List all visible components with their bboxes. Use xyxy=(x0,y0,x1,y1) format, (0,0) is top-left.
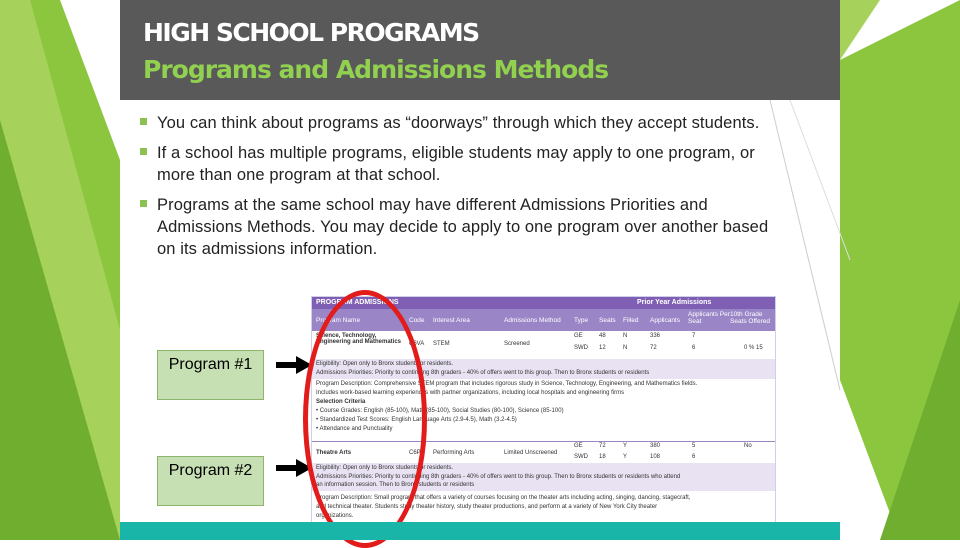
doc-cell: 12 xyxy=(599,345,606,351)
bullet-text: If a school has multiple programs, eligible students may apply to one program, or more than one program at that school. xyxy=(157,144,755,184)
doc-cell: SWD xyxy=(574,454,588,460)
doc-cell: No xyxy=(744,443,752,449)
doc-text: Program Description: Small program that offers a variety of courses focusing on the theater arts including acting, singing, dancing, stagecraft, xyxy=(316,495,691,501)
bullet-text: You can think about programs as “doorways” through which they accept students. xyxy=(157,114,760,132)
program2-callout-label: Program #2 xyxy=(168,462,253,479)
doc-program2-method: Limited Unscreened xyxy=(504,450,558,456)
col-tenth-grade: 10th Grade Seats Offered xyxy=(730,311,770,325)
doc-text: Eligibility: Open only to Bronx students or residents. xyxy=(316,465,454,471)
col-seats: Seats xyxy=(599,317,616,324)
doc-program1-interest: STEM xyxy=(433,341,450,347)
bottom-bar xyxy=(120,522,840,540)
col-applicants: Applicants xyxy=(650,317,680,324)
doc-section-title: PROGRAM ADMISSIONS xyxy=(316,299,399,306)
col-type: Type xyxy=(574,317,589,324)
col-interest-area: Interest Area xyxy=(433,317,470,324)
doc-cell: 336 xyxy=(650,333,661,339)
doc-program1-code: C6VA xyxy=(409,341,425,347)
col-program-name: Program Name xyxy=(316,317,361,324)
bullet-square-icon xyxy=(140,118,147,125)
bullet-item xyxy=(140,194,780,260)
doc-cell: 0 % 15 xyxy=(744,345,763,351)
doc-cell: 108 xyxy=(650,454,661,460)
doc-text: an information session. Then to Bronx students or residents xyxy=(316,482,475,488)
doc-program2-interest: Performing Arts xyxy=(433,450,475,456)
doc-text: Program Description: Comprehensive STEM program that includes rigorous study in Science, Technology, Engineering, and Mathematics fields. xyxy=(316,381,698,387)
doc-cell: 380 xyxy=(650,443,661,449)
doc-cell: Y xyxy=(623,443,628,449)
doc-cell: 18 xyxy=(599,454,606,460)
slide-title: HIGH SCHOOL PROGRAMS xyxy=(143,18,479,47)
doc-cell: 5 xyxy=(692,443,696,449)
col-filled: Filled xyxy=(623,317,639,324)
doc-cell: N xyxy=(623,333,628,339)
doc-text: and technical theater. Students study theater history, study theater productions, and perform at a variety of New York City theater xyxy=(316,504,658,510)
doc-cell: 72 xyxy=(650,345,657,351)
highlight-circle xyxy=(303,290,427,548)
bullet-square-icon xyxy=(140,148,147,155)
doc-cell: Y xyxy=(623,454,628,460)
doc-cell: 48 xyxy=(599,333,606,339)
slide-subtitle: Programs and Admissions Methods xyxy=(143,55,609,84)
doc-program2-name: Theatre Arts xyxy=(316,450,352,456)
col-applicants-per-seat: Applicants Per Seat xyxy=(688,311,730,325)
bullet-list xyxy=(140,112,780,268)
slide-header xyxy=(120,0,840,100)
bullet-item xyxy=(140,142,780,186)
doc-cell: N xyxy=(623,345,628,351)
program1-callout-label: Program #1 xyxy=(168,356,253,373)
program1-callout xyxy=(157,350,264,400)
doc-cell: 6 xyxy=(692,454,696,460)
doc-text: Selection Criteria xyxy=(316,399,366,405)
doc-cell: SWD xyxy=(574,345,588,351)
doc-cell: 6 xyxy=(692,345,696,351)
doc-text: Admissions Priorities: Priority to continuing 8th graders - 40% of offers went to this group. Then to Bronx students or residents xyxy=(316,370,650,376)
doc-program1-method: Screened xyxy=(504,341,530,347)
program2-callout xyxy=(157,456,264,506)
doc-prior-year-header: Prior Year Admissions xyxy=(637,299,712,306)
bullet-text: Programs at the same school may have different Admissions Priorities and Admissions Methods. You may decide to apply to one program over another based on its admissions information. xyxy=(157,196,769,258)
bullet-square-icon xyxy=(140,200,147,207)
doc-cell: GE xyxy=(574,443,583,449)
doc-cell: 7 xyxy=(692,333,696,339)
doc-text: • Course Grades: English (85-100), Math (85-100), Social Studies (80-100), Science (85-100) xyxy=(316,408,564,414)
doc-program1-name: Science, Technology, Engineering and Mathematics xyxy=(316,333,402,345)
doc-text: • Standardized Test Scores: English Language Arts (2.9-4.5), Math (3.2-4.5) xyxy=(316,417,517,423)
doc-cell: 72 xyxy=(599,443,606,449)
doc-text: • Attendance and Punctuality xyxy=(316,426,393,432)
doc-text: organizations. xyxy=(316,513,354,519)
doc-cell: GE xyxy=(574,333,583,339)
doc-text: Admissions Priorities: Priority to continuing 8th graders - 40% of offers went to this group. Then to Bronx students or residents who attend xyxy=(316,474,681,480)
doc-text: Eligibility: Open only to Bronx students or residents. xyxy=(316,361,454,367)
bullet-item xyxy=(140,112,780,134)
doc-program2-code: C6PB xyxy=(409,450,425,456)
col-code: Code xyxy=(409,317,425,324)
doc-text: Includes work-based learning experiences with partner organizations, including local hospitals and engineering firms xyxy=(316,390,625,396)
col-admissions-method: Admissions Method xyxy=(504,317,561,324)
